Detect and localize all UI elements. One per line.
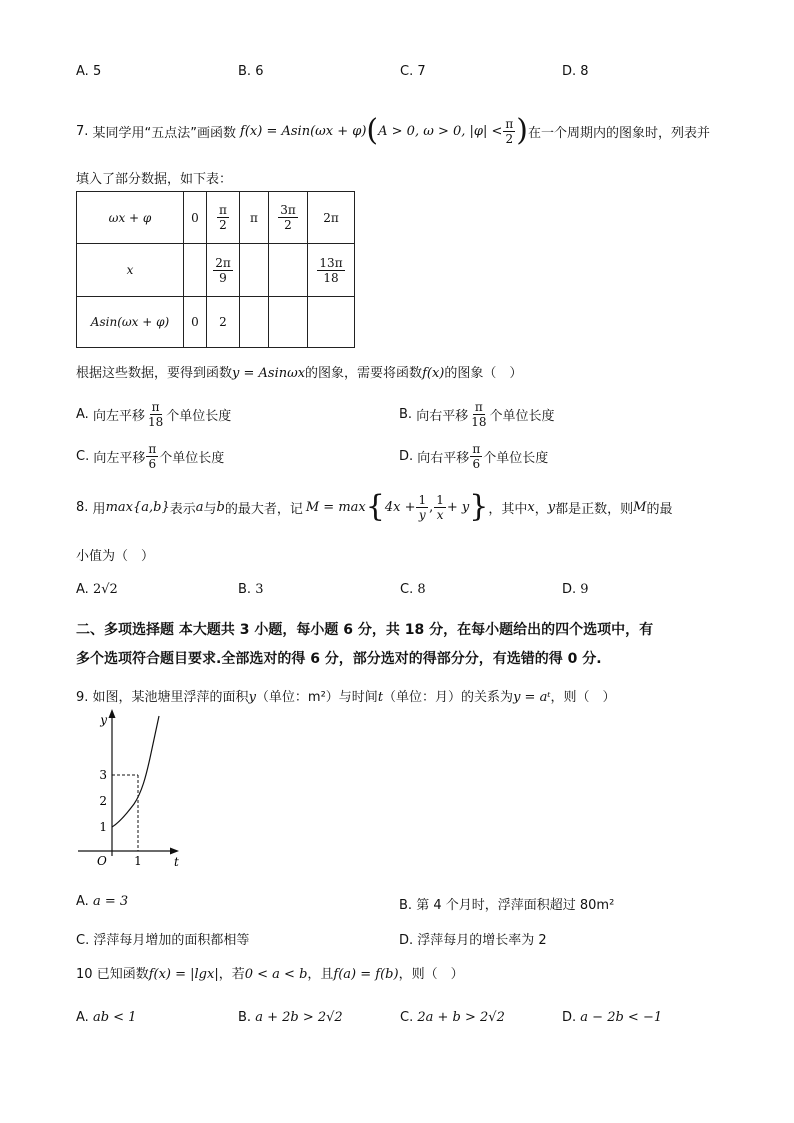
q9-option-d[interactable]: D. 浮萍每月的增长率为 2 [399,933,547,948]
cell-2pi-over-9: $\frac{2\pi}{9}$ [207,244,240,297]
y-tick-2: 2 [99,794,107,808]
q8-line2: 小值为（ ） [76,549,155,564]
q8-option-c[interactable]: C. 8 [400,582,426,597]
q6-option-b[interactable]: B. 6 [238,64,264,79]
cell-pi-over-2: $\frac{\pi}{2}$ [207,192,240,244]
t-axis-arrow [170,848,179,855]
q10-option-d[interactable]: D. a − 2b < −1 [562,1010,663,1025]
one-over-x: $\frac{1}{x}$ [436,492,444,522]
table-row-head: ωx + φ [77,192,184,244]
table-row: ωx + φ 0 $\frac{\pi}{2}$ π $\frac{3\pi}{2}$ 2π [77,192,355,244]
q7-option-d[interactable]: D. 向右平移 $\frac{\pi}{6}$ 个单位长度 [399,441,549,471]
q7-option-b[interactable]: B. 向右平移 $\frac{\pi}{18}$ 个单位长度 [399,399,555,429]
q9-graph [70,706,190,871]
q6-option-a[interactable]: A. 5 [76,64,102,79]
right-brace: } [469,489,489,524]
q10-option-c[interactable]: C. 2a + b > 2√2 [400,1010,505,1025]
q7-option-a[interactable]: A. 向左平移 $\frac{\pi}{18}$ 个单位长度 [76,399,232,429]
cell-13pi-over-18: $\frac{13\pi}{18}$ [308,244,355,297]
q7-option-c[interactable]: C. 向左平移 $\frac{\pi}{6}$ 个单位长度 [76,441,225,471]
left-paren: ( [366,113,379,148]
one-over-y: $\frac{1}{y}$ [418,492,427,522]
q9-option-b[interactable]: B. 第 4 个月时，浮萍面积超过 80m² [399,898,615,913]
q9-stem: 9. 如图，某池塘里浮萍的面积y（单位：m²）与时间t（单位：月）的关系为y = aᵗ，则（ ） [76,690,616,705]
pi-over-2: $\frac{\pi}{2}$ [505,116,514,146]
q10-stem: 10 已知函数f(x) = |lgx|，若0 < a < b，且f(a) = f(b)，则（ ） [76,967,464,982]
origin-label: O [97,854,107,868]
right-paren: ) [516,113,528,148]
q7-question: 根据这些数据，要得到函数y = Asinωx的图象，需要将函数f(x)的图象（ ） [76,366,523,381]
table-row [77,244,355,297]
q7-stem: 7. 某同学用“五点法”画函数 f(x) = Asin(ωx + φ) ( A > 0, ω > 0, |φ| < $\frac{\pi}{2}$ ) 在一个周期内的图象时，列表并 [76,113,711,148]
y-axis-arrow [109,709,116,718]
q7-line2: 填入了部分数据，如下表： [76,172,233,187]
q7-data-table [76,191,355,348]
q8-option-b[interactable]: B. 3 [238,582,264,597]
q8-option-d[interactable]: D. 9 [562,582,589,597]
q9-option-a[interactable]: A. a = 3 [76,894,129,909]
q9-option-c[interactable]: C. 浮萍每月增加的面积都相等 [76,933,250,948]
q8-stem: 8. 用 max{a,b} 表示 a 与 b 的最大者，记 M = max { 4x + $\frac{1}{y}$ , $\frac{1}{x}$ + y } ，其中 x ， y 都是正数，则 M 的最 [76,489,673,524]
growth-curve [112,716,159,827]
q8-option-a[interactable]: A. 2√2 [76,582,118,597]
section2-header-line1: 二、多项选择题 本大题共 3 小题，每小题 6 分，共 18 分，在每小题给出的四个选项中，有 [76,622,654,638]
y-tick-1: 1 [99,820,107,834]
t-axis-label: t [174,855,179,869]
q6-option-d[interactable]: D. 8 [562,64,589,79]
q6-option-c[interactable]: C. 7 [400,64,426,79]
left-brace: { [365,489,385,524]
y-axis-label: y [100,713,107,727]
section2-header-line2: 多个选项符合题目要求.全部选对的得 6 分，部分选对的得部分分，有选错的得 0 分. [76,651,602,667]
t-tick-1: 1 [134,854,142,868]
q10-option-a[interactable]: A. ab < 1 [76,1010,137,1025]
table-row-head: Asin(ωx + φ) [77,297,184,348]
table-row: Asin(ωx + φ) 0 2 [77,297,355,348]
table-row-head: x [77,244,184,297]
q10-option-b[interactable]: B. a + 2b > 2√2 [238,1010,343,1025]
cell-3pi-over-2: $\frac{3\pi}{2}$ [269,192,308,244]
y-tick-3: 3 [99,768,107,782]
